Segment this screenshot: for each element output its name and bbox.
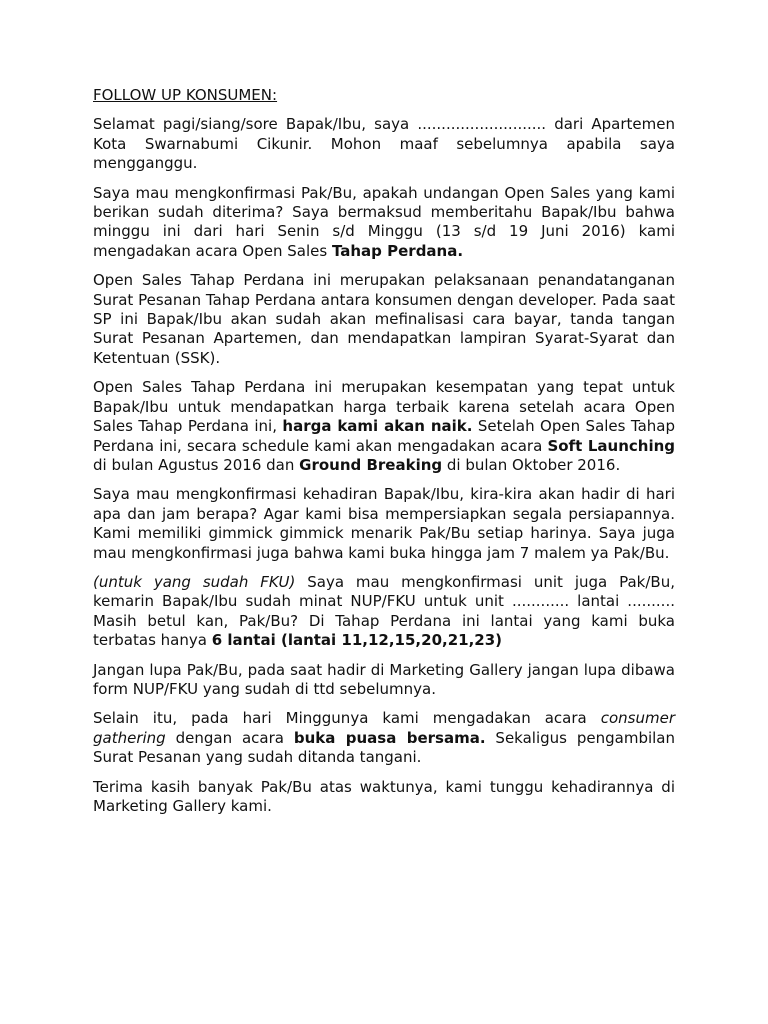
document-heading: FOLLOW UP KONSUMEN:: [93, 86, 278, 104]
paragraph-confirm-invitation: [93, 184, 675, 262]
emphasis-ground-breaking: Ground Breaking: [299, 455, 443, 474]
paragraph-text: di bulan Oktober 2016.: [442, 455, 621, 474]
paragraph-text: Saya mau mengkonfirmasi Pak/Bu, apakah undangan Open Sales yang kami berikan sudah diterima? Saya bermaksud memberitahu Bapak/Ibu bahwa minggu ini dari hari Senin s/d Minggu (13 s/d 19 Juni 2016) kami mengadakan acara Open Sales: [93, 183, 675, 260]
paragraph-text: Sekaligus pengambilan Surat Pesanan yang sudah ditanda tangani.: [93, 728, 675, 767]
paragraph-reminder-form: Jangan lupa Pak/Bu, pada saat hadir di Marketing Gallery jangan lupa dibawa form NUP/FKU yang sudah di ttd sebelumnya.: [93, 660, 675, 698]
paragraph-confirm-unit: [93, 573, 675, 651]
paragraph-text: Saya mau mengkonfirmasi unit juga Pak/Bu, kemarin Bapak/Ibu sudah minat NUP/FKU untuk unit ............ lantai .......... Masih betul kan, Pak/Bu? Di Tahap Perdana ini lantai yang kami buka terbatas hanya: [93, 572, 675, 650]
emphasis-price-increase: harga kami akan naik.: [282, 417, 473, 436]
paragraph-text: Selain itu, pada hari Minggunya kami mengadakan acara: [93, 709, 601, 728]
paragraph-closing: Terima kasih banyak Pak/Bu atas waktunya, kami tunggu kehadirannya di Marketing Gallery kami.: [93, 777, 675, 815]
paragraph-open-sales-description: Open Sales Tahap Perdana ini merupakan pelaksanaan penandatanganan Surat Pesanan Tahap Perdana antara konsumen dengan developer. Pada saat SP ini Bapak/Ibu akan sudah akan mefinalisasi cara bayar, tanda tangan Surat Pesanan Apartemen, dan mendapatkan lampiran Syarat-Syarat dan Ketentuan (SSK).: [93, 271, 675, 367]
emphasis-floors: 6 lantai (lantai 11,12,15,20,21,23): [211, 631, 503, 650]
note-fku: (untuk yang sudah FKU): [93, 572, 296, 591]
emphasis-tahap-perdana: Tahap Perdana.: [331, 241, 464, 260]
document-page: [93, 86, 675, 826]
emphasis-buka-puasa: buka puasa bersama.: [293, 728, 486, 747]
paragraph-confirm-attendance: Saya mau mengkonfirmasi kehadiran Bapak/Ibu, kira-kira akan hadir di hari apa dan jam berapa? Agar kami bisa mempersiapkan segala persiapannya. Kami memiliki gimmick gimmick menarik Pak/Bu setiap harinya. Saya juga mau mengkonfirmasi juga bahwa kami buka hingga jam 7 malem ya Pak/Bu.: [93, 485, 675, 562]
paragraph-text: dengan acara: [165, 728, 294, 747]
paragraph-text: Setelah Open Sales Tahap Perdana ini, secara schedule kami akan mengadakan acara: [93, 417, 675, 455]
emphasis-consumer-gathering: consumer gathering: [93, 709, 675, 747]
emphasis-soft-launching: Soft Launching: [547, 436, 675, 455]
paragraph-text: di bulan Agustus 2016 dan: [93, 455, 300, 474]
paragraph-text: Open Sales Tahap Perdana ini merupakan kesempatan yang tepat untuk Bapak/Ibu untuk mendapatkan harga terbaik karena setelah acara Open Sales Tahap Perdana ini,: [93, 378, 675, 436]
paragraph-consumer-gathering: [93, 709, 675, 767]
paragraph-price-info: [93, 378, 675, 475]
paragraph-greeting: Selamat pagi/siang/sore Bapak/Ibu, saya ........................... dari Apartemen Kota Swarnabumi Cikunir. Mohon maaf sebelumnya apabila saya mengganggu.: [93, 115, 675, 173]
